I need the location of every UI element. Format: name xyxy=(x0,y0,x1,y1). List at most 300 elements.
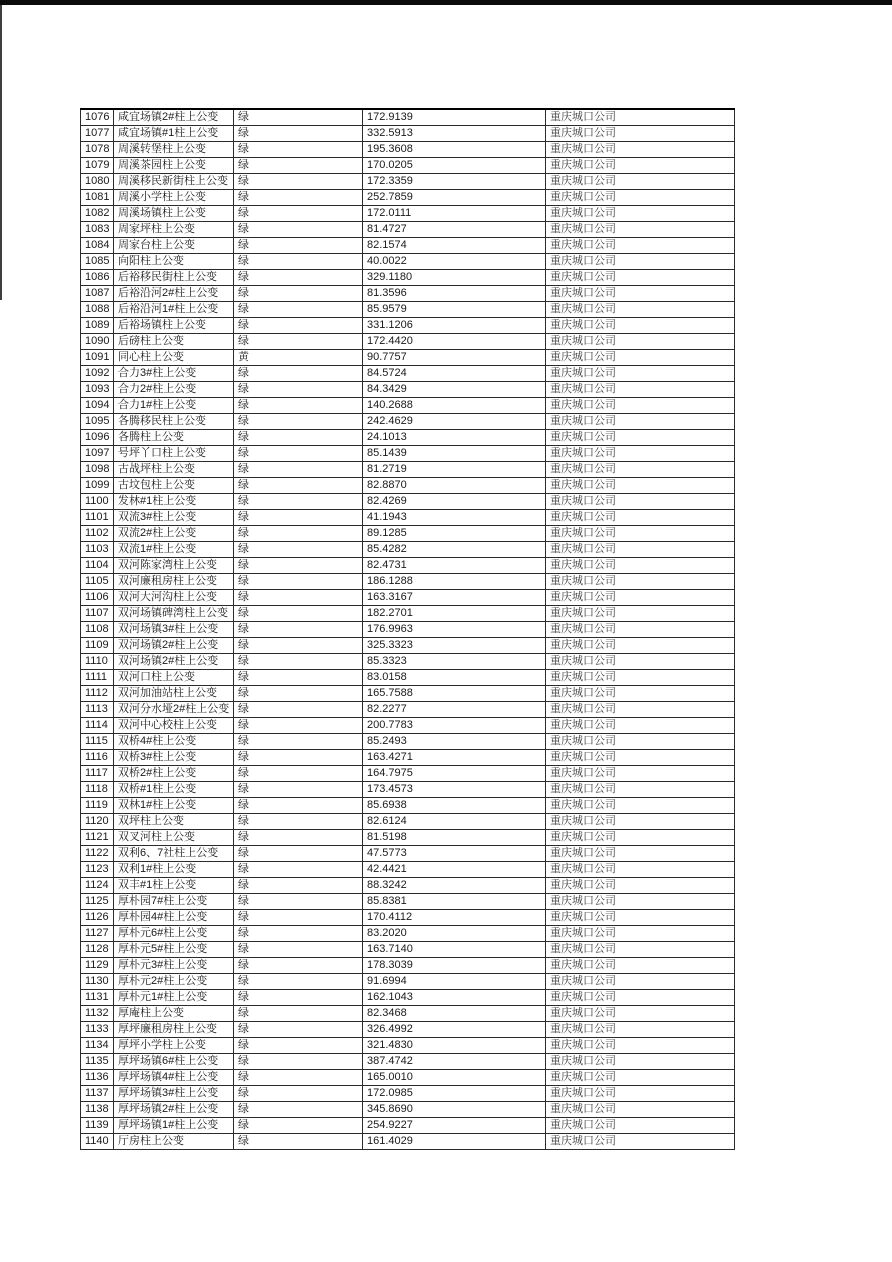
cell-value: 82.8870 xyxy=(363,478,546,494)
cell-company: 重庆城口公司 xyxy=(546,318,735,334)
cell-value: 85.8381 xyxy=(363,894,546,910)
table-row xyxy=(81,574,735,590)
cell-status: 绿 xyxy=(234,926,363,942)
cell-status: 绿 xyxy=(234,1086,363,1102)
table-row xyxy=(81,1070,735,1086)
cell-no: 1121 xyxy=(81,830,114,846)
cell-company: 重庆城口公司 xyxy=(546,142,735,158)
cell-company: 重庆城口公司 xyxy=(546,750,735,766)
cell-value: 326.4992 xyxy=(363,1022,546,1038)
cell-name: 厚坪场镇1#柱上公变 xyxy=(114,1118,234,1134)
cell-status: 绿 xyxy=(234,1134,363,1150)
table-row xyxy=(81,894,735,910)
cell-no: 1138 xyxy=(81,1102,114,1118)
cell-no: 1106 xyxy=(81,590,114,606)
table-row xyxy=(81,430,735,446)
cell-no: 1098 xyxy=(81,462,114,478)
cell-no: 1102 xyxy=(81,526,114,542)
cell-name: 周溪转堡柱上公变 xyxy=(114,142,234,158)
cell-company: 重庆城口公司 xyxy=(546,894,735,910)
cell-name: 周溪小学柱上公变 xyxy=(114,190,234,206)
cell-company: 重庆城口公司 xyxy=(546,109,735,126)
cell-value: 161.4029 xyxy=(363,1134,546,1150)
cell-no: 1130 xyxy=(81,974,114,990)
cell-value: 81.2719 xyxy=(363,462,546,478)
cell-value: 252.7859 xyxy=(363,190,546,206)
cell-no: 1139 xyxy=(81,1118,114,1134)
cell-status: 绿 xyxy=(234,622,363,638)
cell-company: 重庆城口公司 xyxy=(546,974,735,990)
cell-no: 1118 xyxy=(81,782,114,798)
cell-company: 重庆城口公司 xyxy=(546,270,735,286)
cell-value: 85.3323 xyxy=(363,654,546,670)
table-row xyxy=(81,462,735,478)
cell-value: 165.7588 xyxy=(363,686,546,702)
cell-value: 176.9963 xyxy=(363,622,546,638)
cell-value: 321.4830 xyxy=(363,1038,546,1054)
cell-company: 重庆城口公司 xyxy=(546,718,735,734)
cell-value: 242.4629 xyxy=(363,414,546,430)
cell-status: 绿 xyxy=(234,638,363,654)
table-row xyxy=(81,350,735,366)
table-row xyxy=(81,942,735,958)
cell-value: 200.7783 xyxy=(363,718,546,734)
cell-company: 重庆城口公司 xyxy=(546,862,735,878)
cell-status: 绿 xyxy=(234,494,363,510)
table-row xyxy=(81,926,735,942)
cell-company: 重庆城口公司 xyxy=(546,126,735,142)
cell-name: 双河加油站柱上公变 xyxy=(114,686,234,702)
cell-no: 1084 xyxy=(81,238,114,254)
cell-name: 后磅柱上公变 xyxy=(114,334,234,350)
cell-name: 周溪移民新街柱上公变 xyxy=(114,174,234,190)
table-row xyxy=(81,750,735,766)
cell-no: 1077 xyxy=(81,126,114,142)
cell-status: 绿 xyxy=(234,1070,363,1086)
cell-no: 1132 xyxy=(81,1006,114,1022)
cell-company: 重庆城口公司 xyxy=(546,286,735,302)
table-row xyxy=(81,686,735,702)
cell-no: 1093 xyxy=(81,382,114,398)
table-row xyxy=(81,318,735,334)
table-row xyxy=(81,846,735,862)
cell-status: 绿 xyxy=(234,254,363,270)
cell-company: 重庆城口公司 xyxy=(546,462,735,478)
cell-status: 绿 xyxy=(234,398,363,414)
scan-artifact-top-edge xyxy=(0,0,892,5)
cell-value: 81.4727 xyxy=(363,222,546,238)
cell-value: 88.3242 xyxy=(363,878,546,894)
cell-name: 双桥3#柱上公变 xyxy=(114,750,234,766)
cell-company: 重庆城口公司 xyxy=(546,1102,735,1118)
table-row xyxy=(81,1006,735,1022)
cell-value: 85.6938 xyxy=(363,798,546,814)
cell-value: 40.0022 xyxy=(363,254,546,270)
cell-value: 329.1180 xyxy=(363,270,546,286)
cell-value: 90.7757 xyxy=(363,350,546,366)
cell-company: 重庆城口公司 xyxy=(546,590,735,606)
cell-no: 1076 xyxy=(81,109,114,126)
cell-company: 重庆城口公司 xyxy=(546,206,735,222)
cell-company: 重庆城口公司 xyxy=(546,542,735,558)
cell-company: 重庆城口公司 xyxy=(546,766,735,782)
cell-value: 172.9139 xyxy=(363,109,546,126)
cell-name: 后裕沿河2#柱上公变 xyxy=(114,286,234,302)
cell-no: 1109 xyxy=(81,638,114,654)
table-row xyxy=(81,206,735,222)
cell-no: 1111 xyxy=(81,670,114,686)
table-row xyxy=(81,974,735,990)
cell-status: 绿 xyxy=(234,814,363,830)
cell-status: 绿 xyxy=(234,142,363,158)
cell-name: 双流1#柱上公变 xyxy=(114,542,234,558)
cell-status: 绿 xyxy=(234,734,363,750)
cell-no: 1099 xyxy=(81,478,114,494)
cell-status: 绿 xyxy=(234,158,363,174)
cell-company: 重庆城口公司 xyxy=(546,1118,735,1134)
table-row xyxy=(81,1022,735,1038)
cell-name: 各腾移民柱上公变 xyxy=(114,414,234,430)
table-row xyxy=(81,398,735,414)
cell-name: 咸宜场镇2#柱上公变 xyxy=(114,109,234,126)
cell-name: 厚朴元5#柱上公变 xyxy=(114,942,234,958)
cell-no: 1134 xyxy=(81,1038,114,1054)
cell-value: 172.4420 xyxy=(363,334,546,350)
cell-status: 绿 xyxy=(234,174,363,190)
table-row xyxy=(81,590,735,606)
table-row xyxy=(81,414,735,430)
table-row xyxy=(81,990,735,1006)
cell-value: 172.0111 xyxy=(363,206,546,222)
transformer-table-body xyxy=(81,109,735,1150)
cell-name: 双河陈家湾柱上公变 xyxy=(114,558,234,574)
cell-status: 绿 xyxy=(234,446,363,462)
cell-company: 重庆城口公司 xyxy=(546,782,735,798)
table-row xyxy=(81,510,735,526)
cell-status: 绿 xyxy=(234,1006,363,1022)
table-row xyxy=(81,526,735,542)
cell-status: 绿 xyxy=(234,766,363,782)
cell-name: 双桥#1柱上公变 xyxy=(114,782,234,798)
cell-value: 41.1943 xyxy=(363,510,546,526)
cell-name: 双桥2#柱上公变 xyxy=(114,766,234,782)
cell-no: 1083 xyxy=(81,222,114,238)
cell-status: 绿 xyxy=(234,686,363,702)
table-row xyxy=(81,109,735,126)
cell-company: 重庆城口公司 xyxy=(546,910,735,926)
cell-company: 重庆城口公司 xyxy=(546,606,735,622)
table-row xyxy=(81,862,735,878)
cell-value: 82.4731 xyxy=(363,558,546,574)
cell-status: 绿 xyxy=(234,830,363,846)
table-row xyxy=(81,302,735,318)
cell-status: 绿 xyxy=(234,302,363,318)
cell-company: 重庆城口公司 xyxy=(546,414,735,430)
cell-company: 重庆城口公司 xyxy=(546,702,735,718)
cell-value: 345.8690 xyxy=(363,1102,546,1118)
cell-value: 82.4269 xyxy=(363,494,546,510)
cell-value: 89.1285 xyxy=(363,526,546,542)
cell-status: 绿 xyxy=(234,334,363,350)
cell-name: 同心柱上公变 xyxy=(114,350,234,366)
cell-name: 合力3#柱上公变 xyxy=(114,366,234,382)
cell-no: 1101 xyxy=(81,510,114,526)
cell-company: 重庆城口公司 xyxy=(546,574,735,590)
cell-status: 绿 xyxy=(234,782,363,798)
cell-company: 重庆城口公司 xyxy=(546,622,735,638)
table-row xyxy=(81,254,735,270)
cell-status: 绿 xyxy=(234,366,363,382)
cell-name: 双河大河沟柱上公变 xyxy=(114,590,234,606)
cell-status: 绿 xyxy=(234,1022,363,1038)
cell-company: 重庆城口公司 xyxy=(546,334,735,350)
cell-status: 绿 xyxy=(234,862,363,878)
cell-company: 重庆城口公司 xyxy=(546,670,735,686)
cell-company: 重庆城口公司 xyxy=(546,814,735,830)
cell-status: 绿 xyxy=(234,702,363,718)
cell-name: 双利1#柱上公变 xyxy=(114,862,234,878)
cell-company: 重庆城口公司 xyxy=(546,398,735,414)
table-row xyxy=(81,142,735,158)
cell-no: 1123 xyxy=(81,862,114,878)
cell-no: 1081 xyxy=(81,190,114,206)
cell-name: 厚坪场镇3#柱上公变 xyxy=(114,1086,234,1102)
cell-name: 厅房柱上公变 xyxy=(114,1134,234,1150)
cell-no: 1104 xyxy=(81,558,114,574)
cell-value: 140.2688 xyxy=(363,398,546,414)
cell-no: 1097 xyxy=(81,446,114,462)
cell-status: 绿 xyxy=(234,222,363,238)
cell-company: 重庆城口公司 xyxy=(546,1054,735,1070)
cell-name: 咸宜场镇#1柱上公变 xyxy=(114,126,234,142)
table-row xyxy=(81,670,735,686)
cell-company: 重庆城口公司 xyxy=(546,878,735,894)
cell-name: 厚朴元1#柱上公变 xyxy=(114,990,234,1006)
cell-name: 厚朴园7#柱上公变 xyxy=(114,894,234,910)
cell-value: 83.0158 xyxy=(363,670,546,686)
table-row xyxy=(81,1086,735,1102)
cell-value: 82.3468 xyxy=(363,1006,546,1022)
table-row xyxy=(81,622,735,638)
cell-value: 172.3359 xyxy=(363,174,546,190)
cell-status: 绿 xyxy=(234,750,363,766)
cell-company: 重庆城口公司 xyxy=(546,222,735,238)
cell-status: 绿 xyxy=(234,590,363,606)
cell-status: 绿 xyxy=(234,894,363,910)
cell-no: 1089 xyxy=(81,318,114,334)
cell-status: 绿 xyxy=(234,798,363,814)
cell-value: 387.4742 xyxy=(363,1054,546,1070)
table-row xyxy=(81,446,735,462)
cell-value: 182.2701 xyxy=(363,606,546,622)
table-row xyxy=(81,878,735,894)
cell-no: 1125 xyxy=(81,894,114,910)
cell-company: 重庆城口公司 xyxy=(546,1070,735,1086)
table-row xyxy=(81,702,735,718)
table-row xyxy=(81,638,735,654)
cell-status: 绿 xyxy=(234,942,363,958)
cell-company: 重庆城口公司 xyxy=(546,190,735,206)
cell-status: 绿 xyxy=(234,878,363,894)
cell-name: 各腾柱上公变 xyxy=(114,430,234,446)
cell-status: 绿 xyxy=(234,190,363,206)
cell-name: 号坪丫口柱上公变 xyxy=(114,446,234,462)
cell-name: 厚坪廉租房柱上公变 xyxy=(114,1022,234,1038)
spreadsheet-area xyxy=(80,108,735,1150)
cell-no: 1108 xyxy=(81,622,114,638)
cell-no: 1107 xyxy=(81,606,114,622)
cell-name: 双河口柱上公变 xyxy=(114,670,234,686)
table-row xyxy=(81,478,735,494)
cell-name: 合力1#柱上公变 xyxy=(114,398,234,414)
cell-value: 81.3596 xyxy=(363,286,546,302)
cell-value: 254.9227 xyxy=(363,1118,546,1134)
cell-company: 重庆城口公司 xyxy=(546,734,735,750)
table-row xyxy=(81,270,735,286)
cell-value: 178.3039 xyxy=(363,958,546,974)
cell-value: 162.1043 xyxy=(363,990,546,1006)
cell-company: 重庆城口公司 xyxy=(546,526,735,542)
cell-status: 绿 xyxy=(234,430,363,446)
cell-no: 1136 xyxy=(81,1070,114,1086)
table-row xyxy=(81,558,735,574)
cell-company: 重庆城口公司 xyxy=(546,430,735,446)
table-row xyxy=(81,830,735,846)
table-row xyxy=(81,174,735,190)
cell-status: 绿 xyxy=(234,126,363,142)
cell-company: 重庆城口公司 xyxy=(546,846,735,862)
cell-no: 1126 xyxy=(81,910,114,926)
cell-no: 1137 xyxy=(81,1086,114,1102)
cell-status: 绿 xyxy=(234,270,363,286)
cell-status: 绿 xyxy=(234,414,363,430)
table-row xyxy=(81,814,735,830)
cell-name: 厚朴元2#柱上公变 xyxy=(114,974,234,990)
cell-value: 85.4282 xyxy=(363,542,546,558)
cell-name: 双河场镇3#柱上公变 xyxy=(114,622,234,638)
cell-name: 双叉河柱上公变 xyxy=(114,830,234,846)
cell-status: 绿 xyxy=(234,654,363,670)
cell-company: 重庆城口公司 xyxy=(546,366,735,382)
cell-name: 后裕沿河1#柱上公变 xyxy=(114,302,234,318)
cell-name: 双河廉租房柱上公变 xyxy=(114,574,234,590)
cell-no: 1114 xyxy=(81,718,114,734)
cell-value: 186.1288 xyxy=(363,574,546,590)
cell-company: 重庆城口公司 xyxy=(546,798,735,814)
cell-name: 双林1#柱上公变 xyxy=(114,798,234,814)
cell-no: 1100 xyxy=(81,494,114,510)
cell-value: 91.6994 xyxy=(363,974,546,990)
cell-company: 重庆城口公司 xyxy=(546,254,735,270)
cell-no: 1079 xyxy=(81,158,114,174)
cell-value: 170.4112 xyxy=(363,910,546,926)
cell-value: 85.2493 xyxy=(363,734,546,750)
cell-status: 绿 xyxy=(234,910,363,926)
cell-company: 重庆城口公司 xyxy=(546,638,735,654)
cell-company: 重庆城口公司 xyxy=(546,942,735,958)
table-row xyxy=(81,158,735,174)
transformer-table xyxy=(80,108,735,1150)
cell-no: 1103 xyxy=(81,542,114,558)
cell-name: 古战坪柱上公变 xyxy=(114,462,234,478)
table-row xyxy=(81,222,735,238)
scan-artifact-left-edge xyxy=(0,5,2,300)
cell-name: 双流2#柱上公变 xyxy=(114,526,234,542)
cell-company: 重庆城口公司 xyxy=(546,1038,735,1054)
cell-status: 绿 xyxy=(234,510,363,526)
cell-name: 双河场镇碑湾柱上公变 xyxy=(114,606,234,622)
cell-status: 绿 xyxy=(234,606,363,622)
cell-name: 厚庵柱上公变 xyxy=(114,1006,234,1022)
cell-name: 合力2#柱上公变 xyxy=(114,382,234,398)
cell-name: 厚坪场镇6#柱上公变 xyxy=(114,1054,234,1070)
cell-value: 47.5773 xyxy=(363,846,546,862)
table-row xyxy=(81,654,735,670)
cell-value: 332.5913 xyxy=(363,126,546,142)
cell-no: 1086 xyxy=(81,270,114,286)
cell-status: 绿 xyxy=(234,846,363,862)
cell-value: 82.1574 xyxy=(363,238,546,254)
cell-name: 双流3#柱上公变 xyxy=(114,510,234,526)
cell-name: 双河分水垭2#柱上公变 xyxy=(114,702,234,718)
table-row xyxy=(81,190,735,206)
table-row xyxy=(81,1054,735,1070)
cell-status: 绿 xyxy=(234,462,363,478)
table-row xyxy=(81,238,735,254)
cell-status: 绿 xyxy=(234,526,363,542)
table-row xyxy=(81,494,735,510)
cell-company: 重庆城口公司 xyxy=(546,350,735,366)
cell-name: 后裕场镇柱上公变 xyxy=(114,318,234,334)
cell-no: 1082 xyxy=(81,206,114,222)
cell-name: 发林#1柱上公变 xyxy=(114,494,234,510)
cell-no: 1080 xyxy=(81,174,114,190)
table-row xyxy=(81,766,735,782)
table-row xyxy=(81,606,735,622)
cell-status: 绿 xyxy=(234,318,363,334)
cell-status: 绿 xyxy=(234,478,363,494)
cell-company: 重庆城口公司 xyxy=(546,558,735,574)
table-row xyxy=(81,734,735,750)
cell-value: 42.4421 xyxy=(363,862,546,878)
cell-value: 331.1206 xyxy=(363,318,546,334)
cell-name: 厚朴元3#柱上公变 xyxy=(114,958,234,974)
cell-name: 双坪柱上公变 xyxy=(114,814,234,830)
cell-no: 1078 xyxy=(81,142,114,158)
cell-status: 绿 xyxy=(234,574,363,590)
table-row xyxy=(81,1038,735,1054)
cell-value: 172.0985 xyxy=(363,1086,546,1102)
cell-company: 重庆城口公司 xyxy=(546,510,735,526)
table-row xyxy=(81,798,735,814)
cell-value: 82.6124 xyxy=(363,814,546,830)
cell-no: 1116 xyxy=(81,750,114,766)
cell-no: 1135 xyxy=(81,1054,114,1070)
table-row xyxy=(81,126,735,142)
cell-no: 1120 xyxy=(81,814,114,830)
cell-company: 重庆城口公司 xyxy=(546,990,735,1006)
cell-company: 重庆城口公司 xyxy=(546,238,735,254)
cell-name: 厚朴园4#柱上公变 xyxy=(114,910,234,926)
cell-name: 厚坪场镇2#柱上公变 xyxy=(114,1102,234,1118)
cell-value: 163.4271 xyxy=(363,750,546,766)
cell-name: 双丰#1柱上公变 xyxy=(114,878,234,894)
cell-status: 绿 xyxy=(234,542,363,558)
cell-status: 绿 xyxy=(234,558,363,574)
cell-no: 1087 xyxy=(81,286,114,302)
cell-no: 1119 xyxy=(81,798,114,814)
cell-name: 周溪茶园柱上公变 xyxy=(114,158,234,174)
